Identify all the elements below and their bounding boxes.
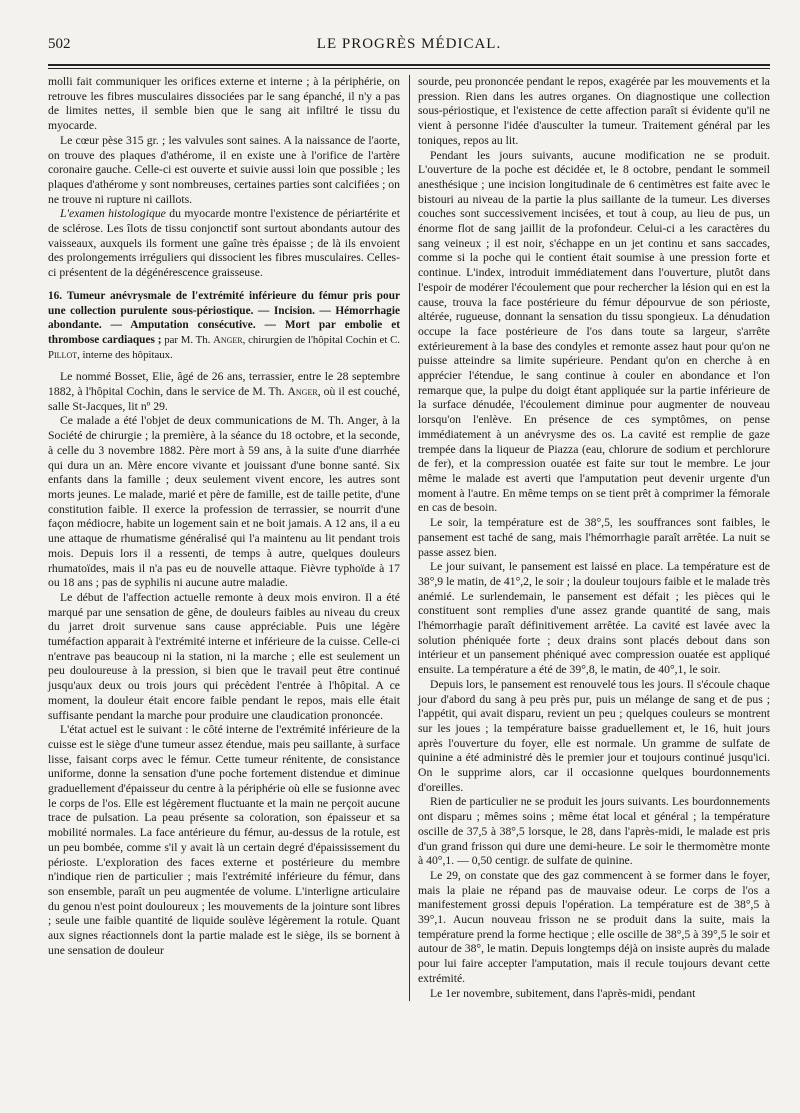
- paragraph: Le 29, on constate que des gaz commencent à se former dans le foyer, mais la plaie ne répand pas de mauvaise odeur. Le corps de l'os a manifestement grossi depuis l'opération. La température est de 38°,5 à 39°,1. Aucun nouveau frisson ne se produit dans la suite, mais la température prend la forme hectique ; elle oscille de 38°,5 à 39°,5 le soir et autour de 38°, le matin. Depuis longtemps déjà on insiste auprès du malade pour lui faire accepter l'amputation, mais il recule toujours devant cette extrémité.: [418, 868, 770, 985]
- case-author-1: Anger: [213, 333, 243, 346]
- paragraph: Le cœur pèse 315 gr. ; les valvules sont saines. A la naissance de l'aorte, on trouve des plaques d'athérome, il en existe une à l'orifice de l'artère coronaire gauche. Celle-ci est ouverte et suivie aussi loin que possible ; les plaques d'athérome y sont nombreuses, certaines parties sont calcifiées ; on ne trouve ni rupture ni caillots.: [48, 133, 400, 206]
- left-column: [48, 75, 400, 1001]
- paragraph: L'état actuel est le suivant : le côté interne de l'extrémité inférieure de la cuisse est le siège d'une tumeur assez étendue, mais peu saillante, à surface lisse, faisant corps avec le fémur. Cette tumeur rénitente, de consistance uniforme, donne la sensation d'une poche fortement distendue et diminue graduellement d'épaisseur du centre à la périphérie où elle se fusionne avec le corps de l'os. Elle est légèrement fluctuante et la main ne perçoit aucune trace de pulsation. La peau présente sa coloration, son épaisseur et sa mobilité normales. La face antérieure du fémur, au-dessus de la rotule, est un peu bombée, comme s'il y avait là un certain degré d'épaississement du périoste. L'exploration des faces externe et postérieure du membre n'indique rien de particulier ; mais l'extrémité inférieure du fémur, dans son ensemble, paraît un peu augmentée de volume. L'interligne articulaire du genou n'est point douloureux ; les mouvements de la jointure sont libres ; seule une faible quantité de liquide soulève légèrement la rotule. Quant aux signes réactionnels dont la partie malade est le siège, ils se bornent à une sensation de douleur: [48, 723, 400, 957]
- paragraph: [48, 207, 400, 281]
- emphasis: L'examen histologique: [60, 207, 166, 221]
- paragraph: [48, 370, 400, 414]
- paragraph: Le début de l'affection actuelle remonte à deux mois environ. Il a été marqué par une sensation de gêne, de douleurs faibles au niveau du creux du jarret droit survenue sans cause appréciable. Puis une légère tuméfaction apparait à l'extrémité interne et inférieure de la cuisse. Celle-ci n'entrave pas beaucoup ni la station, ni la marche ; elle est seulement un peu douloureuse à la pression, si bien que le travail peut être continué jusqu'aux deux ou trois jours qui précèdent l'entrée à l'hôpital. A ce moment, la douleur était encore faible pendant le repos, mais elle était suffisante pendant la marche pour produire une claudication prononcée.: [48, 590, 400, 722]
- paragraph-text: du myocarde montre l'existence de périartérite et de sclérose. Les îlots de tissu conjonctif sont surtout abondants autour des vaisseaux, auxquels ils forment une gaîne très épaisse ; de là ils envoient des prolongements irréguliers qui dissocient les fibres musculaires. Celles-ci présentent de la dégénérescence graisseuse.: [48, 207, 400, 280]
- case-authors-post: , interne des hôpitaux.: [77, 348, 173, 361]
- running-header: [48, 34, 770, 56]
- paragraph: Le jour suivant, le pansement est laissé en place. La température est de 38°,9 le matin, de 41°,2, le soir ; la douleur toujours faible et le malade très anémié. Le surlendemain, le pansement est défait ; les pièces qui le constituent sont remplies d'une assez grande quantité de sang, mais l'hémorrhagie paraît définitivement arrêtée. La cavité est lavée avec la solution phéniquée forte ; deux drains sont placés debout dans son intérieur et un pansement phéniqué avec compression ouatée est appliqué ensuite. La température a été de 39°,8, le matin, de 40°,1, le soir.: [418, 560, 770, 677]
- journal-title: LE PROGRÈS MÉDICAL.: [316, 36, 502, 52]
- paragraph: molli fait communiquer les orifices externe et interne ; à la périphérie, on retrouve les fibres musculaires dissociées par le sang épanché, il n'y a pas de limites nettes, il semble bien que le sang ait infiltré le tissu du myocarde.: [48, 75, 400, 133]
- case-authors-mid: , chirurgien de l'hôpital Cochin et C.: [242, 333, 400, 346]
- paragraph: sourde, peu prononcée pendant le repos, exagérée par les mouvements et la pression. Rien dans les autres organes. On diagnostique une collection sous-périostique, et l'existence de cette affection paraît si évidente qu'il ne vient à personne l'idée d'ausculter la tumeur. Traitement général par les toniques, repos au lit.: [418, 75, 770, 147]
- paragraph: Depuis lors, le pansement est renouvelé tous les jours. Il s'écoule chaque jour d'abord du sang à peu près pur, puis un mélange de sang et de pus ; l'appétit, qui avait disparu, revient un peu ; quelques couleurs se montrent sur les joues ; la température baisse graduellement et, le 16, huit jours après l'ouverture du foyer, elle est normale. Un gramme de sulfate de quinine a été administré dès le premier jour et toujours continué jusqu'ici. On le supprime alors, car il occasionne quelques bourdonnements d'oreilles.: [418, 677, 770, 794]
- paragraph-text: Le nommé Bosset, Elie, âgé de 26 ans, terrassier, entre le 28 septembre 1882, à l'hôpital Cochin, dans le service de M. Th.: [48, 370, 400, 399]
- paragraph-text: , où il est couché, salle St-Jacques, lit nº 29.: [48, 385, 400, 413]
- case-heading: [48, 289, 400, 363]
- paragraph: Ce malade a été l'objet de deux communications de M. Th. Anger, à la Société de chirurgie ; la première, à la séance du 18 octobre, et la seconde, à celle du 3 novembre 1882. Père mort à 59 ans, à la suite d'une diarrhée qui dura un an. Mère encore vivante et jouissant d'une bonne santé. Six enfants dans la famille ; deux seulement vivent encore, les autres sont morts jeunes. Le malade, marié et père de famille, est de taille petite, d'une constitution faible. Il exerce la profession de terrassier, se nourrit d'une façon médiocre, habite un logement sain et ne boit jamais. A 12 ans, il a eu une attaque de rhumatisme généralisé qui l'a maintenu au lit pendant trois mois. Depuis lors il a ressenti, de temps à autre, quelques douleurs rhumatoïdes, mais il n'a pas eu de nouvelle attaque. Fièvre typhoïde à 17 ou 18 ans ; pas de syphilis ni aucune autre maladie.: [48, 414, 400, 590]
- two-column-body: [48, 75, 770, 1001]
- header-rule: [48, 64, 770, 69]
- paragraph: Rien de particulier ne se produit les jours suivants. Les bourdonnements ont disparu ; mêmes soins ; même état local et général ; la température oscille de 37,5 à 38°,5 lorsque, le 28, dans l'après-midi, le malade est pris d'un grand frisson qui dure une demi-heure. Le soir le thermomètre monte à 40°,1. — 0,50 centigr. de sulfate de quinine.: [418, 795, 770, 868]
- case-author-2: Pillot: [48, 348, 78, 361]
- page-number: 502: [48, 36, 71, 52]
- paragraph: Pendant les jours suivants, aucune modification ne se produit. L'ouverture de la poche est décidée et, le 8 octobre, pendant le sommeil anesthésique ; une incision longitudinale de 6 centimètres est faite avec le bistouri au niveau de la partie la plus saillante de la tumeur. Les diverses couches sont successivement incisées, et tout à coup, au lieu de pus, un énorme flot de sang jaillit de la profondeur. Celui-ci a les caractères du sang veineux ; il est noir, s'échappe en un jet continu et sans saccades, comme si la poche qui le contient était soumise à une pression forte et continue. L'index, introduit immédiatement dans l'ouverture, plutôt dans l'espoir de modérer l'écoulement que pour rechercher la lésion qui en est la cause, trouva la face postérieure du fémur dépourvue de son périoste, altérée, rugueuse, donnant la sensation du tissu spongieux. La dénudation occupe la face postérieure de l'os dans toute sa largeur, s'arrête extérieurement à la base des condyles et remonte assez haut pour qu'on ne puisse atteindre sa limite supérieure. Pendant qu'on en cherche à en apprécier l'étendue, le sang continue à couler en abondance et l'on remarque que, la pulpe du doigt étant appliquée sur la partie inférieure de la surface dénudée, l'écoulement diminue pour augmenter de nouveau lorsqu'on l'enlève. En présence de ces symptômes, on pense immédiatement à un anévrysme des os. La cavité est remplie de gaze trempée dans la liqueur de Piazza (eau, chlorure de sodium et perchlorure de fer), et la compression ouatée est faite sur tout le membre. Le jour même le malade est averti que l'amputation peut devenir urgente d'un moment à l'autre. En même temps on se tient prêt à comprimer la fémorale en cas de besoin.: [418, 148, 770, 515]
- paragraph: Le soir, la température est de 38°,5, les souffrances sont faibles, le pansement est taché de sang, mais l'hémorrhagie paraît arrêtée. La nuit se passe assez bien.: [418, 516, 770, 559]
- right-column: [418, 75, 770, 1001]
- case-authors-pre: par M. Th.: [161, 333, 214, 346]
- paragraph: Le 1er novembre, subitement, dans l'après-midi, pendant: [430, 986, 696, 1000]
- author-name: Anger: [287, 385, 318, 399]
- column-divider: [409, 75, 410, 1001]
- case-title: 16. Tumeur anévrysmale de l'extrémité inférieure du fémur pris pour une collection purulente sous-périostique. — Incision. — Hémorrhagie abondante. — Amputation consécutive. — Mort par embolie et thrombose cardiaques ;: [48, 289, 400, 346]
